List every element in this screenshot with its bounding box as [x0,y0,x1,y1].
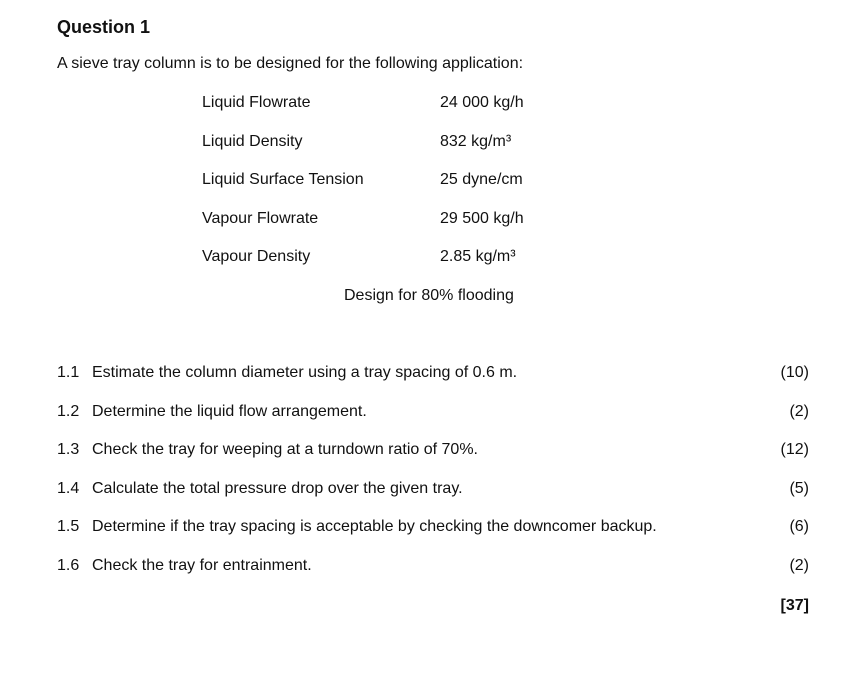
spec-value: 24 000 kg/h [440,94,524,111]
spec-label: Liquid Density [202,132,303,150]
subquestion-row [57,556,809,595]
subquestion-row [57,363,809,402]
spec-value: 29 500 kg/h [440,209,524,227]
spec-label: Liquid Surface Tension [202,171,364,188]
spec-label: Vapour Flowrate [202,209,319,227]
subquestion-number: 1.5 [57,518,80,536]
subquestion-row [57,440,809,479]
subquestion-marks: (12) [780,441,809,459]
subquestion-text: Calculate the total pressure drop over the given tray. [92,479,463,497]
subquestion-marks: (6) [789,518,809,536]
subquestion-list [57,363,809,595]
design-note: Design for 80% flooding [344,287,514,304]
question-title: Question 1 [57,17,151,37]
spec-row-vapour-flowrate [202,209,562,248]
subquestion-marks: (2) [789,556,809,574]
total-marks: [37] [780,597,809,614]
subquestion-number: 1.6 [57,556,80,574]
spec-value: 25 dyne/cm [440,171,523,188]
spec-label: Vapour Density [202,248,311,265]
spec-value: 2.85 kg/m³ [440,248,516,265]
subquestion-marks: (5) [789,479,809,497]
subquestion-row [57,402,809,441]
subquestion-number: 1.3 [57,441,80,459]
subquestion-row [57,479,809,518]
spec-value: 832 kg/m³ [440,132,512,150]
subquestion-text: Determine the liquid flow arrangement. [92,402,367,420]
specification-table [202,93,562,286]
spec-row-liquid-flowrate [202,93,562,132]
subquestion-marks: (10) [780,364,809,381]
spec-row-liquid-density [202,132,562,171]
subquestion-text: Check the tray for weeping at a turndown ratio of 70%. [92,441,478,459]
spec-label: Liquid Flowrate [202,94,311,111]
subquestion-text: Check the tray for entrainment. [92,556,312,574]
subquestion-number: 1.2 [57,402,80,420]
subquestion-row [57,517,809,556]
subquestion-text: Estimate the column diameter using a tray spacing of 0.6 m. [92,364,518,381]
subquestion-marks: (2) [789,402,809,420]
question-intro: A sieve tray column is to be designed for the following application: [57,55,524,72]
subquestion-number: 1.4 [57,479,80,497]
subquestion-text: Determine if the tray spacing is acceptable by checking the downcomer backup. [92,518,657,536]
spec-row-liquid-surface-tension [202,170,562,209]
subquestion-number: 1.1 [57,364,80,381]
spec-row-vapour-density [202,247,562,286]
